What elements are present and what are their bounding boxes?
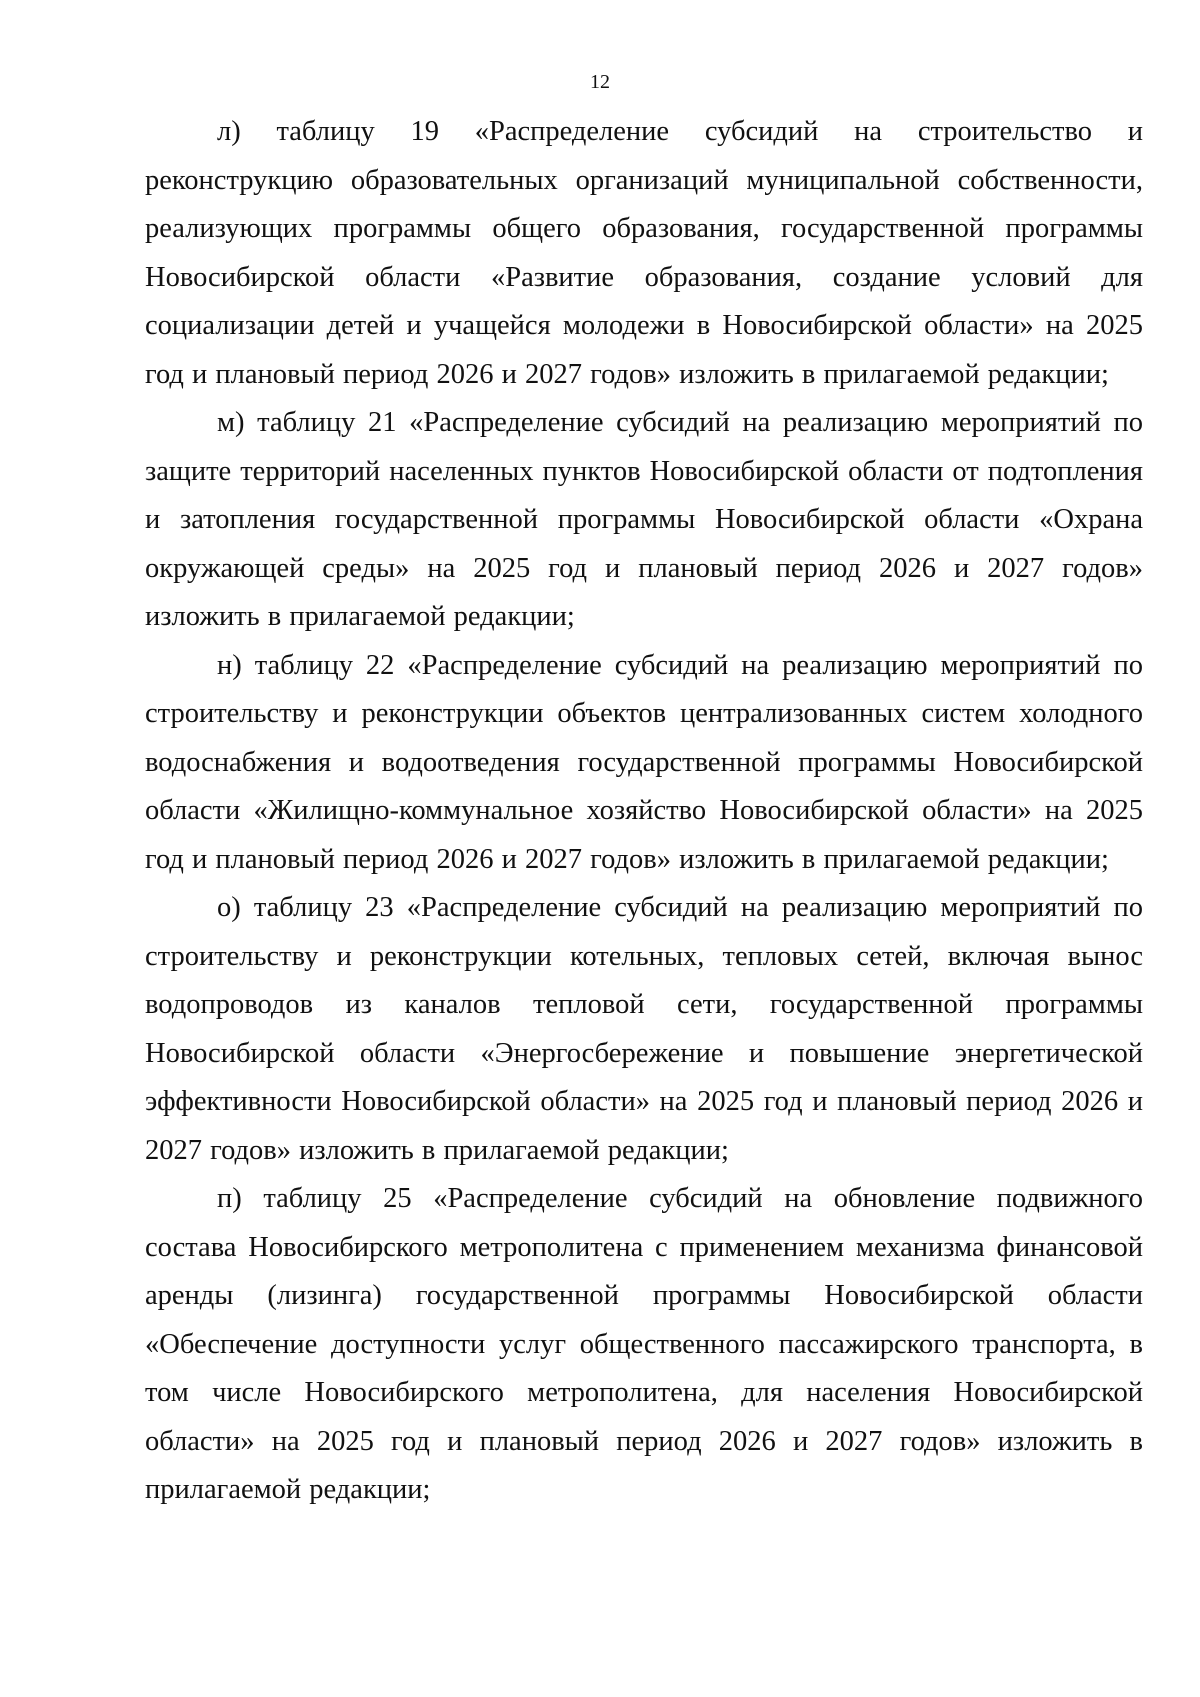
- paragraph-m: м) таблицу 21 «Распределение субсидий на реализацию мероприятий по защите территорий населенных пунктов Новосибирской области от подтопления и затопления государственной программы Новосибирской области «Охрана окружающей среды» на 2025 год и плановый период 2026 и 2027 годов» изложить в прилагаемой редакции;: [145, 407, 1143, 632]
- paragraph-p: п) таблицу 25 «Распределение субсидий на обновление подвижного состава Новосибирского метрополитена с применением механизма финансовой аренды (лизинга) государственной программы Новосибирской области «Обеспечение доступности услуг общественного пассажирского транспорта, в том числе Новосибирского метрополитена, для населения Новосибирской области» на 2025 год и плановый период 2026 и 2027 годов» изложить в прилагаемой редакции;: [145, 1183, 1143, 1505]
- paragraph-o: о) таблицу 23 «Распределение субсидий на реализацию мероприятий по строительству и реконструкции котельных, тепловых сетей, включая вынос водопроводов из каналов тепловой сети, государственной программы Новосибирской области «Энергосбережение и повышение энергетической эффективности Новосибирской области» на 2025 год и плановый период 2026 и 2027 годов» изложить в прилагаемой редакции;: [145, 892, 1143, 1166]
- page-number: 12: [590, 71, 610, 93]
- paragraph-n: н) таблицу 22 «Распределение субсидий на реализацию мероприятий по строительству и реконструкции объектов централизованных систем холодного водоснабжения и водоотведения государственной программы Новосибирской области «Жилищно-коммунальное хозяйство Новосибирской области» на 2025 год и плановый период 2026 и 2027 годов» изложить в прилагаемой редакции;: [145, 649, 1143, 875]
- document-body: [145, 108, 1143, 1515]
- paragraph-l: л) таблицу 19 «Распределение субсидий на строительство и реконструкцию образовательных организаций муниципальной собственности, реализующих программы общего образования, государственной программы Новосибирской области «Развитие образования, создание условий для социализации детей и учащейся молодежи в Новосибирской области» на 2025 год и плановый период 2026 и 2027 годов» изложить в прилагаемой редакции;: [145, 116, 1143, 390]
